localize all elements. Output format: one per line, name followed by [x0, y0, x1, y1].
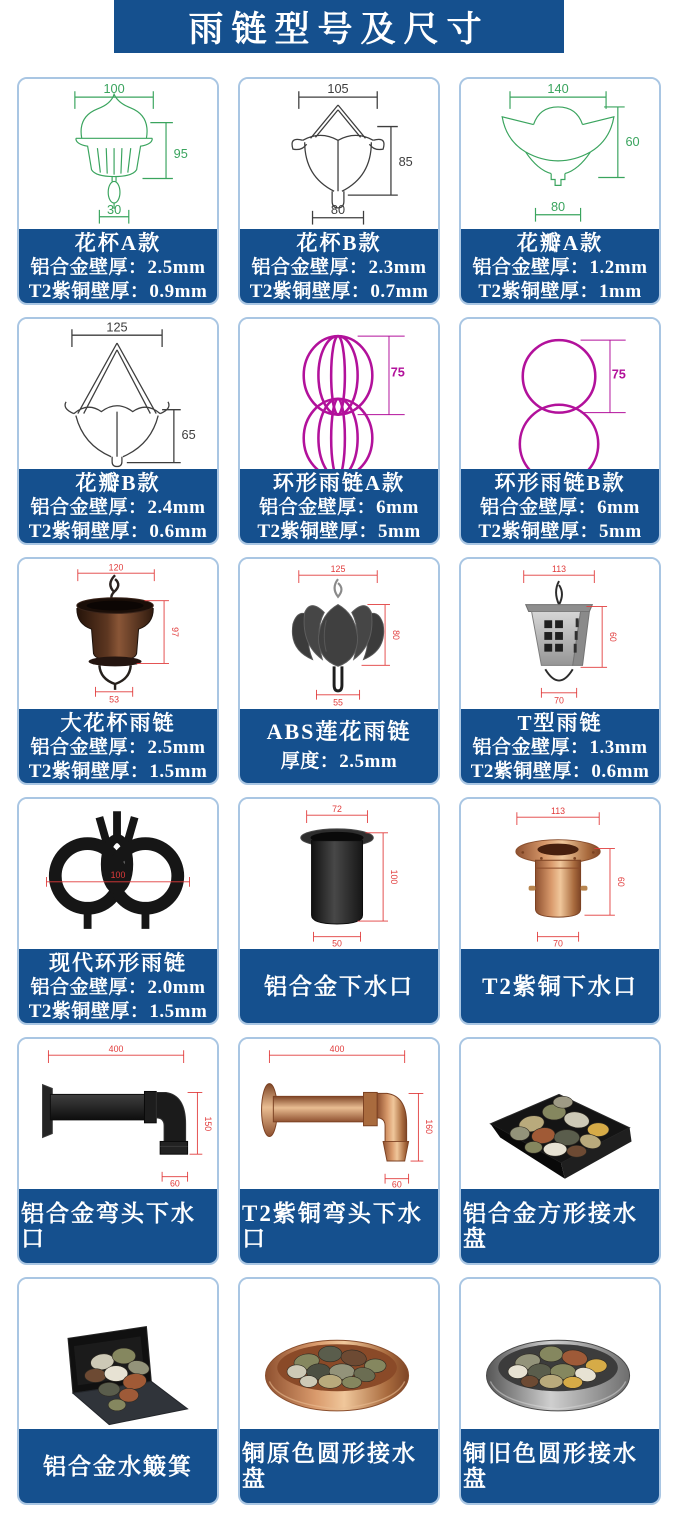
product-label: [19, 469, 217, 545]
product-label: [240, 1429, 438, 1503]
product-spec: T2紫铜壁厚：1mm: [478, 281, 642, 302]
dimension-label: 80: [550, 198, 566, 214]
dimension-label: 95: [173, 145, 188, 161]
card-aluminum-square-tray: [459, 1037, 661, 1265]
card-copper-outlet: [459, 797, 661, 1025]
page-title: 雨链型号及尺寸: [114, 0, 564, 53]
product-label: [19, 1429, 217, 1503]
card-copper-elbow-outlet: [238, 1037, 440, 1265]
product-spec: 铝合金壁厚：2.3mm: [251, 257, 427, 278]
product-spec: 铝合金壁厚：2.5mm: [30, 737, 206, 758]
product-title: 铝合金方形接水盘: [463, 1201, 638, 1251]
product-label: [19, 949, 217, 1025]
dimension-label: 60: [169, 1178, 180, 1189]
dimension-label: 80: [390, 630, 401, 640]
product-spec: T2紫铜壁厚：0.9mm: [28, 281, 208, 302]
copper-round-tray-photo: [240, 1279, 438, 1429]
dimension-label: 75: [390, 364, 405, 380]
dimension-label: 100: [103, 81, 125, 97]
card-aluminum-water-scoop: [17, 1277, 219, 1505]
card-ring-chain-a: [238, 317, 440, 545]
aluminum-water-scoop-photo: [19, 1279, 217, 1429]
dimension-label: 120: [108, 562, 124, 573]
product-title: T2紫铜弯头下水口: [242, 1201, 423, 1251]
dimension-label: 53: [109, 694, 119, 705]
product-label: [461, 1189, 659, 1263]
card-flower-cup-a: [17, 77, 219, 305]
card-abs-lotus: [238, 557, 440, 785]
product-label: [19, 229, 217, 305]
product-title: 铝合金下水口: [264, 973, 414, 999]
dimension-label: 97: [169, 627, 180, 637]
product-label: [461, 229, 659, 305]
dimension-label: 113: [551, 806, 566, 817]
aluminum-elbow-outlet-photo: [19, 1039, 217, 1189]
product-title: 铝合金水簸箕: [43, 1453, 193, 1479]
dimension-label: 65: [181, 427, 196, 443]
card-petal-a: [459, 77, 661, 305]
product-title: 花瓣A款: [516, 231, 604, 255]
product-title: 花杯B款: [296, 231, 382, 255]
card-copper-round-tray: [238, 1277, 440, 1505]
card-aluminum-outlet: [238, 797, 440, 1025]
product-title: 铜旧色圆形接水盘: [463, 1441, 638, 1491]
flower-cup-b-diagram: [240, 79, 438, 229]
abs-lotus-photo: [240, 559, 438, 709]
dimension-label: 70: [553, 938, 563, 949]
card-flower-cup-b: [238, 77, 440, 305]
big-flower-cup-photo: [19, 559, 217, 709]
product-spec: T2紫铜壁厚：5mm: [478, 521, 642, 542]
product-label: [461, 469, 659, 545]
copper-outlet-photo: [461, 799, 659, 949]
dimension-label: 125: [106, 319, 128, 335]
product-grid: [0, 53, 678, 1505]
copper-elbow-outlet-photo: [240, 1039, 438, 1189]
product-title: 花杯A款: [74, 231, 162, 255]
dimension-label: 80: [330, 201, 346, 217]
product-title: 环形雨链B款: [494, 471, 626, 495]
dimension-label: 105: [327, 81, 349, 97]
dimension-label: 30: [106, 201, 122, 217]
product-title: 环形雨链A款: [272, 471, 406, 495]
product-label: [461, 1429, 659, 1503]
petal-b-diagram: [19, 319, 217, 469]
dimension-label: 400: [329, 1044, 345, 1055]
card-ring-chain-b: [459, 317, 661, 545]
product-spec: 铝合金壁厚：6mm: [259, 497, 419, 518]
product-title: 现代环形雨链: [49, 951, 187, 975]
dimension-label: 60: [615, 876, 626, 887]
dimension-label: 55: [333, 697, 343, 708]
product-spec: 铝合金壁厚：2.0mm: [30, 977, 206, 998]
product-title: 铜原色圆形接水盘: [242, 1441, 417, 1491]
product-spec: 铝合金壁厚：2.5mm: [30, 257, 206, 278]
product-title: 铝合金弯头下水口: [21, 1201, 196, 1251]
product-label: [461, 949, 659, 1023]
product-label: [19, 1189, 217, 1263]
card-t-chain: [459, 557, 661, 785]
aluminum-outlet-photo: [240, 799, 438, 949]
dimension-label: 60: [391, 1179, 402, 1189]
card-big-flower-cup: [17, 557, 219, 785]
product-spec: T2紫铜壁厚：1.5mm: [28, 761, 208, 782]
product-spec: 铝合金壁厚：1.3mm: [472, 737, 648, 758]
dimension-label: 140: [547, 81, 569, 97]
dimension-label: 100: [388, 869, 399, 885]
product-title: T型雨链: [517, 711, 603, 735]
dimension-label: 50: [332, 938, 342, 949]
dimension-label: 125: [330, 564, 346, 575]
ring-chain-a-diagram: [240, 319, 438, 469]
product-label: [240, 229, 438, 305]
product-label: [240, 709, 438, 783]
product-spec: T2紫铜壁厚：1.5mm: [28, 1001, 208, 1022]
card-aluminum-elbow-outlet: [17, 1037, 219, 1265]
product-title: ABS莲花雨链: [266, 718, 412, 744]
card-modern-ring-chain: [17, 797, 219, 1025]
dimension-label: 60: [607, 632, 618, 642]
product-spec: T2紫铜壁厚：5mm: [257, 521, 421, 542]
dimension-label: 160: [424, 1119, 435, 1135]
product-spec: 铝合金壁厚：2.4mm: [30, 497, 206, 518]
product-label: [240, 469, 438, 545]
flower-cup-a-diagram: [19, 79, 217, 229]
product-title: 大花杯雨链: [60, 711, 176, 735]
product-title: 花瓣B款: [75, 471, 161, 495]
dimension-label: 72: [332, 804, 342, 815]
aluminum-square-tray-photo: [461, 1039, 659, 1189]
product-label: [461, 709, 659, 785]
product-label: [240, 949, 438, 1023]
dimension-label: 150: [203, 1116, 214, 1132]
product-spec: 厚度：2.5mm: [280, 750, 398, 772]
dimension-label: 75: [611, 366, 626, 382]
product-spec: 铝合金壁厚：6mm: [480, 497, 640, 518]
product-label: [240, 1189, 438, 1263]
dimension-label: 70: [554, 695, 564, 706]
aged-copper-round-tray-photo: [461, 1279, 659, 1429]
dimension-label: 113: [551, 564, 567, 575]
product-label: [19, 709, 217, 785]
dimension-label: 60: [625, 134, 640, 150]
card-petal-b: [17, 317, 219, 545]
product-title: T2紫铜下水口: [482, 973, 638, 999]
dimension-label: 100: [110, 869, 126, 880]
petal-a-diagram: [461, 79, 659, 229]
dimension-label: 85: [398, 153, 413, 169]
card-aged-copper-round-tray: [459, 1277, 661, 1505]
product-spec: T2紫铜壁厚：0.6mm: [28, 521, 208, 542]
modern-ring-chain-photo: [19, 799, 217, 949]
product-spec: T2紫铜壁厚：0.6mm: [470, 761, 650, 782]
t-chain-photo: [461, 559, 659, 709]
product-spec: T2紫铜壁厚：0.7mm: [249, 281, 429, 302]
dimension-label: 400: [108, 1044, 124, 1055]
product-spec: 铝合金壁厚：1.2mm: [472, 257, 648, 278]
ring-chain-b-diagram: [461, 319, 659, 469]
